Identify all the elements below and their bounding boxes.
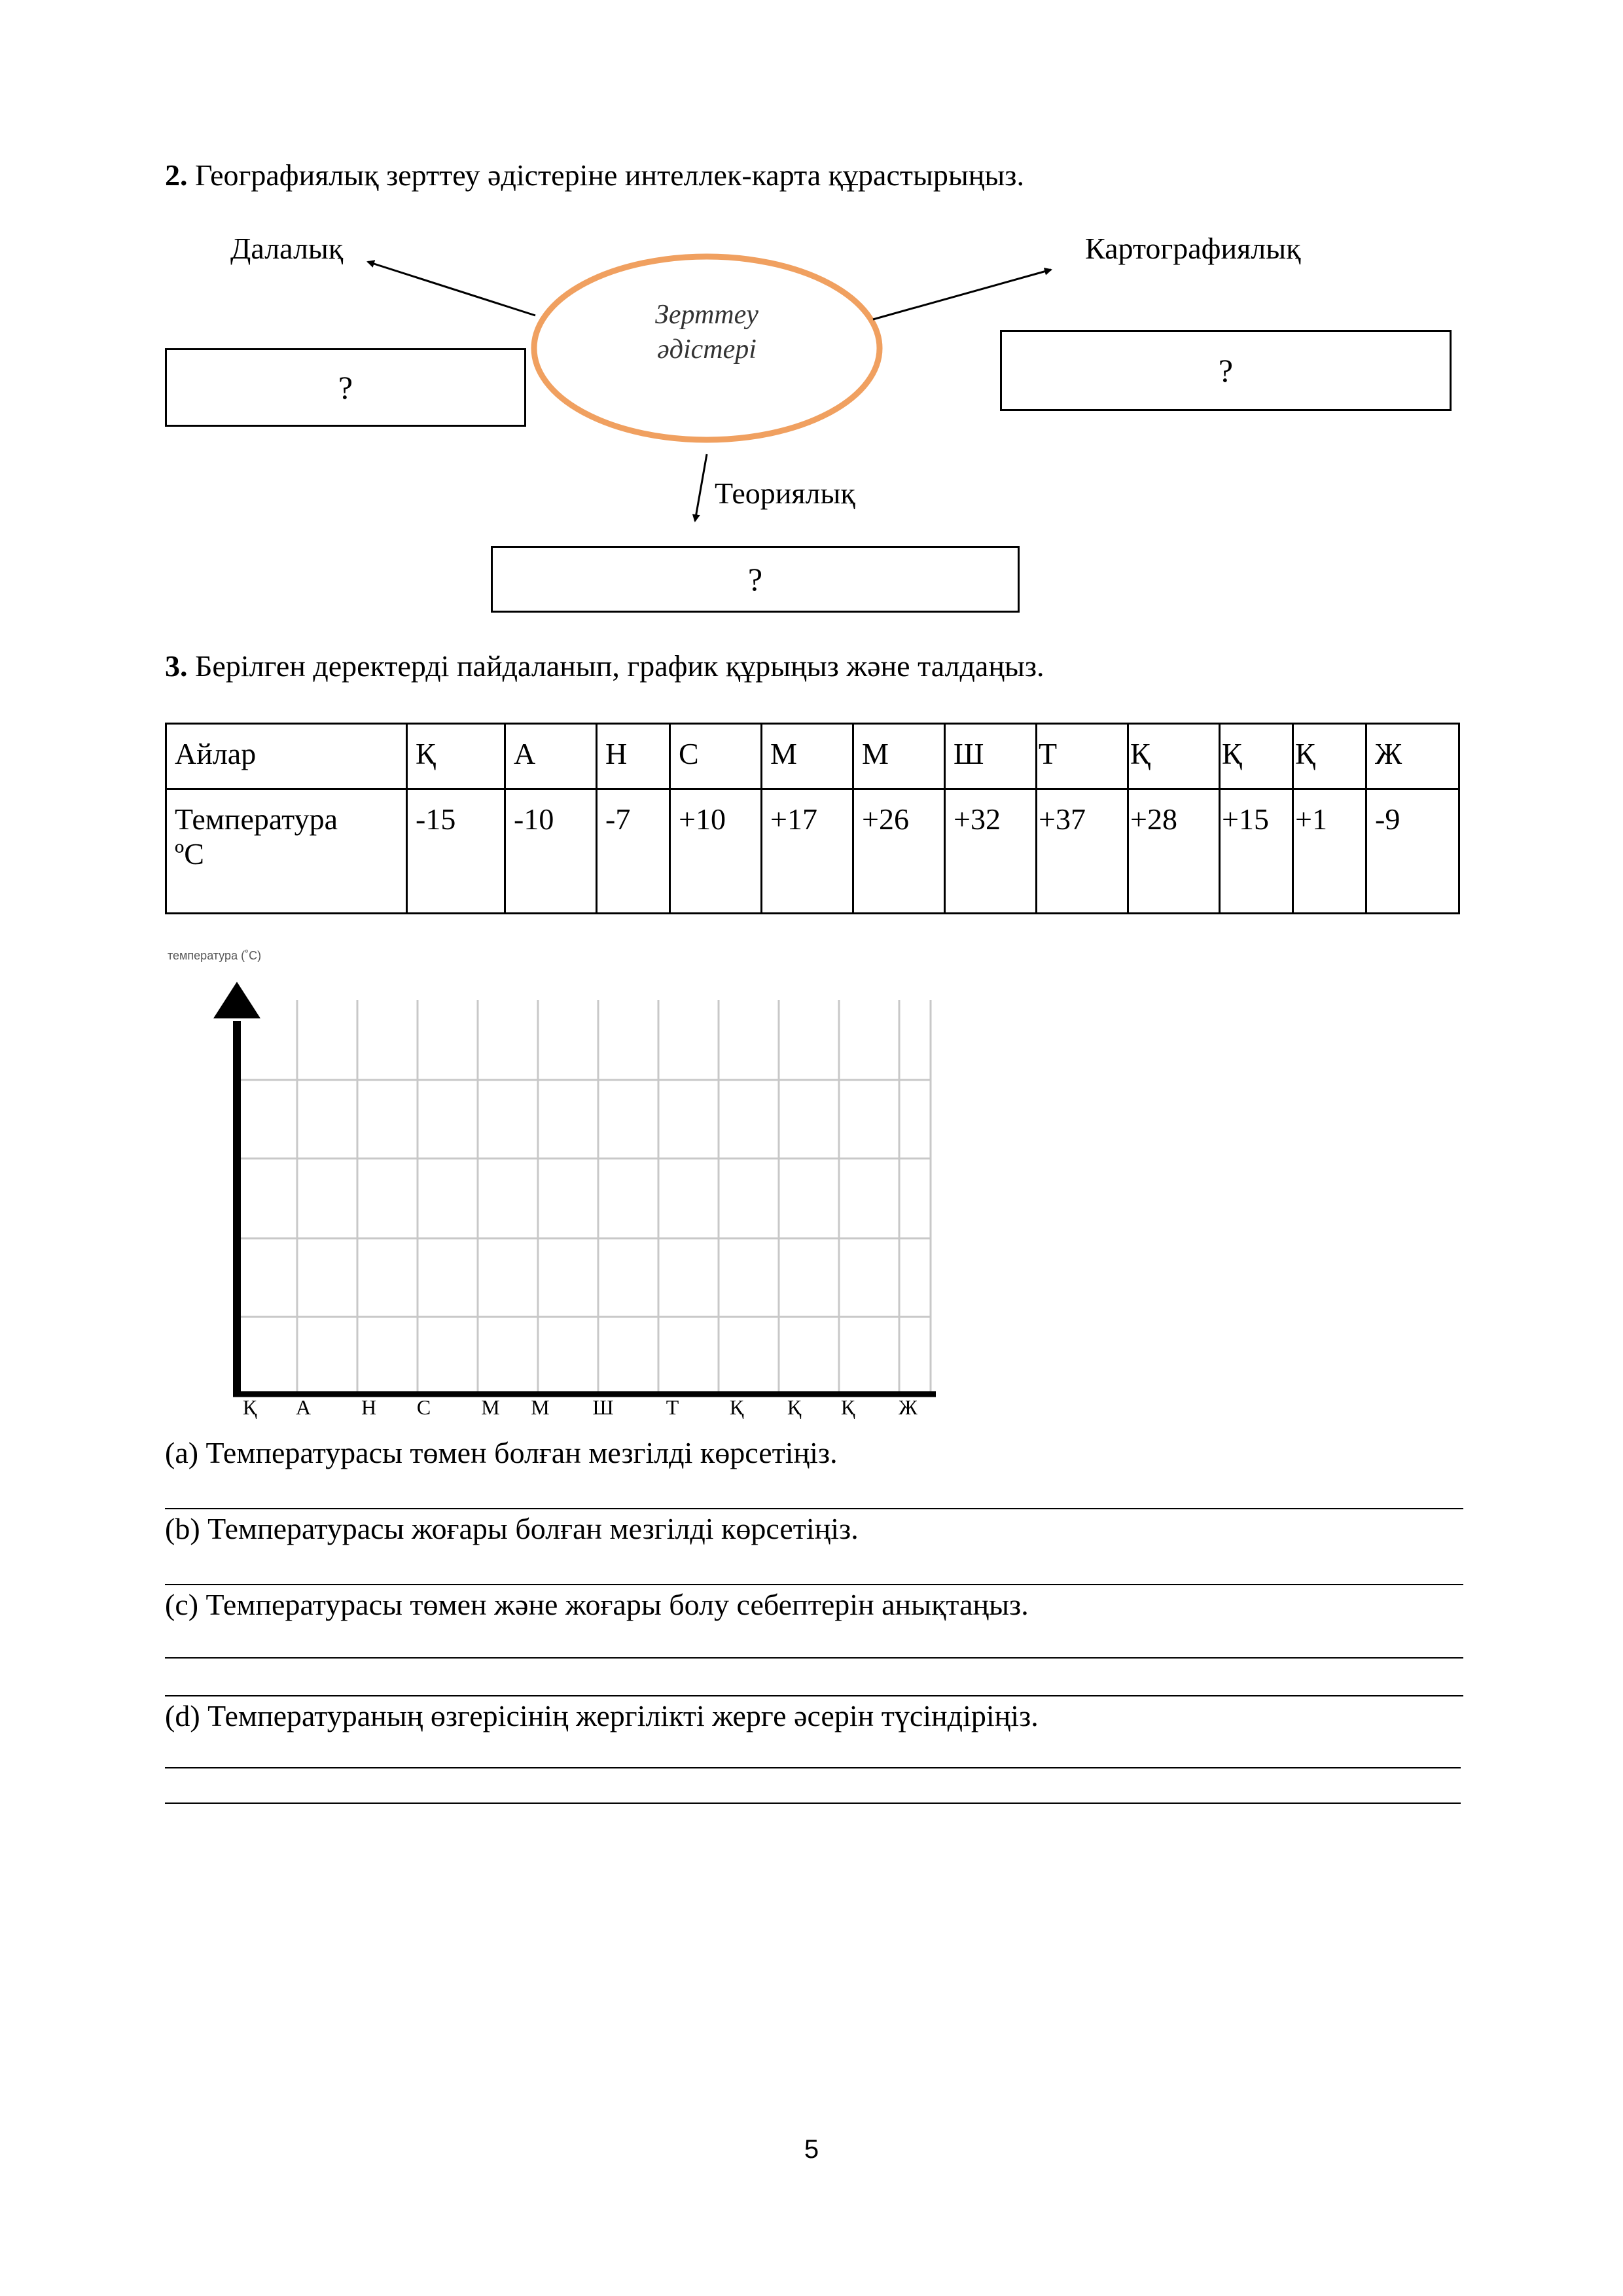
- grid-lines: [237, 1000, 931, 1397]
- x-tick-label: Н: [361, 1395, 378, 1419]
- temp-cell: -10: [505, 789, 597, 914]
- answer-box-right[interactable]: ?: [1000, 330, 1452, 411]
- temp-cell: +15: [1220, 789, 1293, 914]
- month-cell: Қ: [407, 724, 505, 789]
- month-cell: Ш: [945, 724, 1037, 789]
- row-header-temps-line2: ºC: [175, 837, 204, 870]
- task3-number: 3.: [165, 649, 188, 683]
- task3-text: Берілген деректерді пайдаланып, график құрыңыз және талдаңыз.: [195, 649, 1044, 683]
- x-tick-label: М: [481, 1395, 501, 1419]
- x-tick-label: Т: [666, 1395, 680, 1419]
- branch-bottom-label: Теориялық: [715, 476, 855, 510]
- row-header-months: Айлар: [166, 724, 407, 789]
- temp-cell: -7: [597, 789, 670, 914]
- temp-cell: +10: [670, 789, 762, 914]
- task2-text: Географиялық зерттеу әдістеріне интеллек-карта құрастырыңыз.: [195, 158, 1024, 192]
- month-cell: А: [505, 724, 597, 789]
- x-tick-label: Қ: [787, 1395, 802, 1419]
- temp-cell: +1: [1293, 789, 1366, 914]
- x-tick-label: Қ: [242, 1395, 258, 1419]
- answer-line-a[interactable]: [165, 1508, 1463, 1509]
- answer-box-left[interactable]: ?: [165, 348, 526, 427]
- x-tick-label: Ж: [899, 1395, 918, 1419]
- month-cell: С: [670, 724, 762, 789]
- month-cell: М: [853, 724, 945, 789]
- y-axis-arrowhead: [213, 982, 260, 1018]
- answer-line-b[interactable]: [165, 1584, 1463, 1585]
- question-d: (d) Температураның өзгерісінің жергілікті жерге әсерін түсіндіріңіз.: [165, 1699, 1039, 1732]
- temp-cell: -9: [1366, 789, 1459, 914]
- month-cell: Қ: [1128, 724, 1220, 789]
- page-number: 5: [804, 2135, 819, 2164]
- answer-line-c1[interactable]: [165, 1657, 1463, 1659]
- row-header-temps-line1: Температура: [175, 802, 338, 836]
- branch-left-label: Далалық: [230, 232, 344, 265]
- center-label-line2: әдістері: [657, 334, 757, 365]
- temp-cell: +37: [1037, 789, 1128, 914]
- answer-line-c2[interactable]: [165, 1695, 1463, 1696]
- temp-cell: +17: [762, 789, 853, 914]
- month-cell: Қ: [1220, 724, 1293, 789]
- x-tick-label: М: [531, 1395, 550, 1419]
- temp-cell: +28: [1128, 789, 1220, 914]
- x-tick-label: С: [416, 1395, 432, 1419]
- temp-cell: +26: [853, 789, 945, 914]
- month-cell: Қ: [1293, 724, 1366, 789]
- x-tick-label: Қ: [729, 1395, 745, 1419]
- center-label-line1: Зерттеу: [655, 300, 758, 330]
- x-tick-label: Ш: [592, 1395, 615, 1419]
- chart-y-axis-label: температура (˚С): [168, 949, 262, 962]
- month-cell: Т: [1037, 724, 1128, 789]
- answer-line-d2[interactable]: [165, 1803, 1461, 1804]
- month-cell: М: [762, 724, 853, 789]
- temp-cell: +32: [945, 789, 1037, 914]
- branch-right-label: Картографиялық: [1085, 232, 1301, 265]
- x-tick-label: Қ: [840, 1395, 856, 1419]
- question-a: (a) Температурасы төмен болған мезгілді көрсетіңіз.: [165, 1436, 838, 1469]
- answer-box-bottom[interactable]: ?: [491, 546, 1020, 613]
- task2-number: 2.: [165, 158, 188, 192]
- temp-cell: -15: [407, 789, 505, 914]
- month-cell: Н: [597, 724, 670, 789]
- x-tick-label: А: [295, 1395, 312, 1419]
- question-b: (b) Температурасы жоғары болған мезгілді көрсетіңіз.: [165, 1512, 859, 1545]
- month-cell: Ж: [1366, 724, 1459, 789]
- answer-line-d1[interactable]: [165, 1767, 1461, 1768]
- question-c: (c) Температурасы төмен және жоғары болу себептерін анықтаңыз.: [165, 1588, 1029, 1621]
